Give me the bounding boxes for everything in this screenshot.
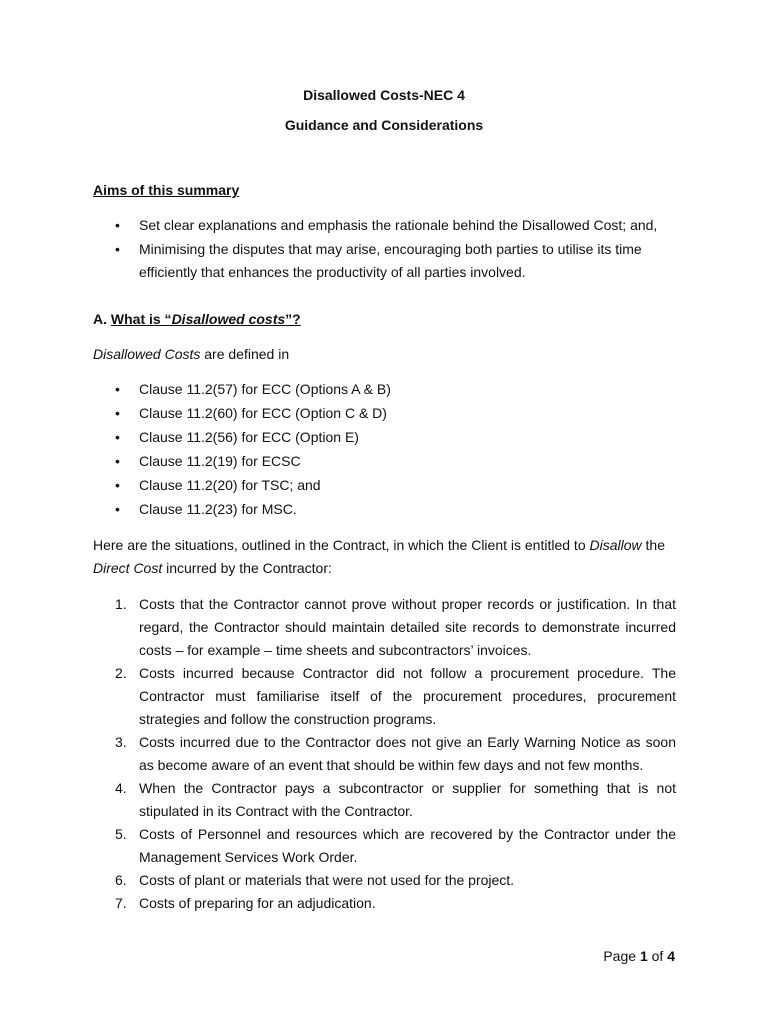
page-word: Page	[603, 948, 640, 964]
situations-term-disallow: Disallow	[589, 537, 642, 553]
situation-text: Costs of preparing for an adjudication.	[139, 895, 376, 911]
list-item	[93, 823, 676, 869]
document-title: Disallowed Costs-NEC 4	[303, 87, 465, 103]
list-item	[93, 777, 676, 823]
situation-text: Costs incurred due to the Contractor does not give an Early Warning Notice as soon as become aware of an event that should be within few days and not few months.	[139, 734, 676, 773]
situation-text: When the Contractor pays a subcontractor or supplier for something that is not stipulated in its Contract with the Contractor.	[139, 780, 676, 819]
clause-text: Clause 11.2(20) for TSC; and	[139, 477, 321, 493]
defined-paragraph	[93, 343, 676, 366]
aims-item-text: Set clear explanations and emphasis the rationale behind the Disallowed Cost; and,	[139, 217, 658, 233]
clause-text: Clause 11.2(57) for ECC (Options A & B)	[139, 381, 391, 397]
section-a-heading-post: ”?	[285, 311, 301, 327]
situation-text: Costs that the Contractor cannot prove without proper records or justification. In that regard, the Contractor should maintain detailed site records to demonstrate incurred costs – for example – time sheets and subcontractors’ invoices.	[139, 596, 676, 658]
list-item	[93, 498, 678, 522]
section-a-question	[111, 311, 301, 327]
aims-list	[93, 214, 678, 285]
section-a-heading	[93, 311, 301, 327]
aims-heading: Aims of this summary	[93, 182, 240, 198]
list-item	[93, 474, 678, 498]
list-number: 3.	[115, 734, 127, 750]
situation-text: Costs of Personnel and resources which are recovered by the Contractor under the Management Services Work Order.	[139, 826, 676, 865]
list-item	[93, 426, 678, 450]
list-number: 4.	[115, 780, 127, 796]
clause-text: Clause 11.2(56) for ECC (Option E)	[139, 429, 359, 445]
situations-part3: incurred by the Contractor:	[162, 560, 332, 576]
list-item	[93, 450, 678, 474]
list-item	[93, 402, 678, 426]
list-item	[93, 662, 676, 731]
bullet-icon: •	[115, 217, 120, 233]
list-item	[93, 869, 676, 892]
situations-part1: Here are the situations, outlined in the Contract, in which the Client is entitled to	[93, 537, 590, 553]
situations-part2: the	[641, 537, 665, 553]
defined-term: Disallowed Costs	[93, 346, 201, 362]
clause-list	[93, 378, 678, 522]
situations-term-direct-cost: Direct Cost	[93, 560, 163, 576]
defined-rest: are defined in	[200, 346, 290, 362]
page-current: 1	[639, 948, 648, 964]
section-a-prefix: A.	[93, 311, 111, 327]
situation-text: Costs of plant or materials that were not used for the project.	[139, 872, 515, 888]
list-item	[93, 593, 676, 662]
list-number: 1.	[115, 596, 127, 612]
bullet-icon: •	[115, 241, 120, 257]
list-item	[93, 378, 678, 402]
list-number: 7.	[115, 895, 127, 911]
page-footer	[603, 948, 675, 964]
list-item	[93, 214, 678, 237]
list-number: 6.	[115, 872, 127, 888]
situations-list	[93, 593, 676, 915]
document-subtitle: Guidance and Considerations	[284, 117, 484, 133]
page-total: 4	[667, 948, 675, 964]
bullet-icon: •	[115, 405, 120, 421]
list-item	[93, 238, 678, 284]
section-a-heading-term: Disallowed costs	[171, 311, 286, 327]
of-word: of	[647, 948, 668, 964]
bullet-icon: •	[115, 381, 120, 397]
list-item	[93, 892, 676, 915]
section-a-heading-pre: What is “	[110, 311, 172, 327]
list-item	[93, 731, 676, 777]
bullet-icon: •	[115, 429, 120, 445]
list-number: 5.	[115, 826, 127, 842]
clause-text: Clause 11.2(19) for ECSC	[139, 453, 301, 469]
situations-paragraph	[93, 534, 676, 580]
bullet-icon: •	[115, 477, 120, 493]
aims-item-text: Minimising the disputes that may arise, encouraging both parties to utilise its time efficiently that enhances the productivity of all parties involved.	[139, 241, 642, 280]
situation-text: Costs incurred because Contractor did not follow a procurement procedure. The Contractor must familiarise itself of the procurement procedures, procurement strategies and follow the construction programs.	[139, 665, 676, 727]
list-number: 2.	[115, 665, 127, 681]
bullet-icon: •	[115, 501, 120, 517]
clause-text: Clause 11.2(23) for MSC.	[139, 501, 297, 517]
bullet-icon: •	[115, 453, 120, 469]
clause-text: Clause 11.2(60) for ECC (Option C & D)	[139, 405, 387, 421]
